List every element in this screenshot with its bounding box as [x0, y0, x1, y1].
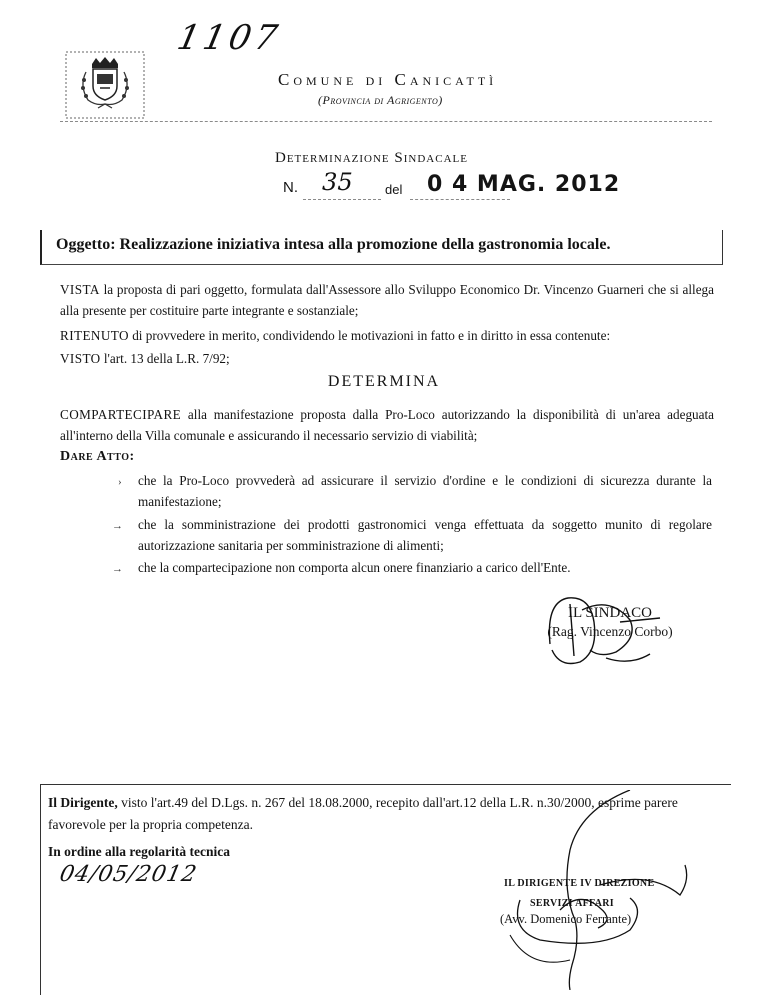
- premessa-visto: [60, 348, 714, 369]
- dirigente-lead: Il Dirigente,: [48, 795, 118, 810]
- coat-of-arms: [64, 50, 146, 120]
- dare-atto-item: che la somministrazione dei prodotti gastronomici venga effettuata da soggetto munito di regolare autorizzazione sanitaria per somministrazione di alimenti;: [138, 517, 712, 553]
- dirigente-signature-name: (Avv. Domenico Ferrante): [500, 912, 632, 926]
- dare-atto-item: che la compartecipazione non comporta alcun onere finanziario a carico dell'Ente.: [138, 560, 571, 575]
- oggetto-label: Oggetto:: [56, 236, 116, 253]
- dare-atto-item: che la Pro-Loco provvederà ad assicurare il servizio d'ordine e le condizioni di sicurezza durante la manifestazione;: [138, 473, 712, 509]
- compartecipare-text: alla manifestazione proposta dalla Pro-Loco autorizzando la disponibilità di un'area adeguata all'interno della Villa comunale e assicurando il necessario servizio di viabilità;: [60, 407, 714, 443]
- sindaco-name: (Rag. Vincenzo Corbo): [547, 624, 673, 639]
- regolarita-tecnica: In ordine alla regolarità tecnica: [48, 844, 230, 859]
- dirigente-signature: [480, 790, 710, 990]
- bullet-3: [112, 557, 136, 580]
- coat-of-arms-icon: [64, 50, 146, 120]
- arrow-icon: ›: [118, 476, 122, 488]
- date-underline: [410, 199, 510, 200]
- sindaco-signature: [520, 592, 690, 672]
- premessa-lead: VISTA: [60, 282, 100, 297]
- handwritten-protocol-number: 1107: [173, 18, 285, 58]
- dirigente-text: visto l'art.49 del D.Lgs. n. 267 del 18.08.2000, recepito dall'art.12 della L.R. n.30/2000, esprime parere favorevole per la propria competenza.: [48, 795, 678, 832]
- dirigente-signature-title: IL DIRIGENTE IV DIREZIONE: [504, 878, 655, 889]
- dare-atto-label: Dare Atto:: [60, 449, 135, 464]
- date-stamp: 0 4 MAG. 2012: [427, 172, 621, 197]
- premessa-text: l'art. 13 della L.R. 7/92;: [103, 351, 230, 366]
- header-divider: [60, 121, 712, 122]
- premessa-text: di provvedere in merito, condividendo le motivazioni in fatto e in diritto in essa contenute:: [132, 328, 611, 343]
- premessa-vista: [60, 279, 714, 321]
- arrow-icon: →: [112, 520, 123, 532]
- compartecipare-lead: COMPARTECIPARE: [60, 407, 182, 422]
- arrow-icon: →: [112, 563, 123, 575]
- sindaco-title: IL SINDACO: [567, 605, 653, 621]
- provincia-name: (Provincia di Agrigento): [318, 93, 443, 107]
- determinazione-title: Determinazione Sindacale: [275, 150, 468, 166]
- bullet-2: [112, 514, 136, 537]
- date-label: del: [385, 182, 403, 197]
- premessa-lead: RITENUTO: [60, 328, 129, 343]
- handwritten-date: 04/05/2012: [57, 862, 200, 887]
- compartecipare-paragraph: [60, 404, 714, 446]
- comune-name: Comune di Canicattì: [278, 70, 498, 89]
- determinazione-number: 35: [319, 168, 356, 196]
- oggetto-box: [40, 230, 723, 265]
- oggetto-text: Realizzazione iniziativa intesa alla promozione della gastronomia locale.: [119, 236, 611, 253]
- premessa-text: la proposta di pari oggetto, formulata dall'Assessore allo Sviluppo Economico Dr. Vincenzo Guarneri che si allega alla presente per costituire parte integrante e sostanziale;: [60, 282, 715, 318]
- number-underline: [303, 199, 381, 200]
- number-label: N.: [283, 179, 298, 196]
- oggetto-line: [56, 236, 610, 254]
- premessa-lead: VISTO: [60, 351, 101, 366]
- dirigente-signature-sub: SERVIZI AFFARI: [530, 898, 614, 909]
- premessa-ritenuto: [60, 325, 714, 346]
- determina-heading: DETERMINA: [327, 373, 441, 390]
